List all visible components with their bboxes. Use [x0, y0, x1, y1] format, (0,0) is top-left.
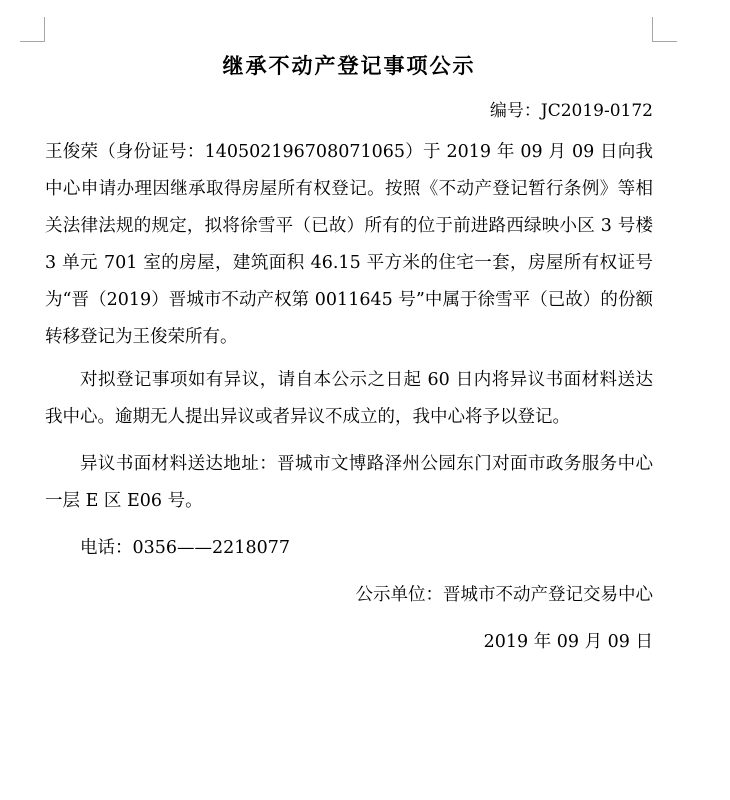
objection-paragraph: 对拟登记事项如有异议，请自本公示之日起 60 日内将异议书面材料送达我中心。逾期无人提出异议或者异议不成立的，我中心将予以登记。	[45, 370, 653, 427]
phone-line: 电话：0356——2218077	[80, 538, 290, 558]
notice-document	[45, 50, 653, 661]
page-corner-mark-top-right	[652, 17, 677, 42]
objection-address-paragraph: 异议书面材料送达地址：晋城市文博路泽州公园东门对面市政务服务中心一层 E 区 E06 号。	[45, 454, 653, 511]
notice-number: 编号：JC2019-0172	[489, 101, 653, 121]
notice-body-paragraph: 王俊荣（身份证号：140502196708071065）于 2019 年 09 月 09 日向我中心申请办理因继承取得房屋所有权登记。按照《不动产登记暂行条例》等相关法律法规的规定，拟将徐雪平（已故）所有的位于前进路西绿映小区 3 号楼 3 单元 701 室的房屋，建筑面积 46.15 平方米的住宅一套，房屋所有权证号为“晋（2019）晋城市不动产权第 0011645 号”中属于徐雪平（已故）的份额转移登记为王俊荣所有。	[45, 142, 653, 347]
notice-date: 2019 年 09 月 09 日	[483, 632, 653, 652]
page-corner-mark-top-left	[20, 17, 45, 42]
issuing-unit: 公示单位：晋城市不动产登记交易中心	[355, 585, 653, 605]
notice-title: 继承不动产登记事项公示	[222, 53, 476, 78]
